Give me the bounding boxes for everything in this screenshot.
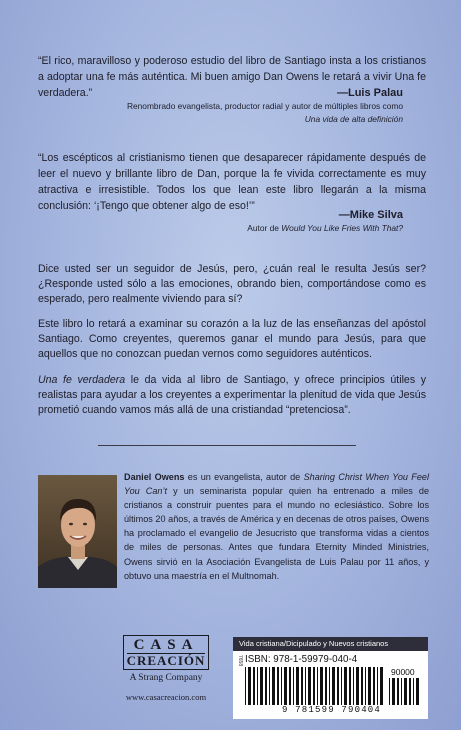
author-book-title: Una vida de alta definición	[304, 114, 403, 124]
barcode-bar	[349, 667, 351, 705]
barcode-bar	[284, 667, 287, 705]
price-code: 90000	[391, 667, 415, 677]
barcode-addon	[389, 678, 423, 705]
barcode-bar	[277, 667, 279, 705]
author-name: —Luis Palau	[336, 87, 403, 99]
category-label: Vida cristiana/Dicipulado y Nuevos cristianos	[233, 637, 428, 651]
side-code: 7658	[237, 655, 243, 667]
barcode-digits: 9 781599 790404	[281, 705, 381, 715]
barcode-bar	[413, 678, 414, 705]
barcode-bar	[281, 667, 282, 705]
barcode-bar	[308, 667, 311, 705]
author-role: Renombrado evangelista, productor radial y autor de múltiples libros como	[126, 101, 403, 111]
barcode-bar	[260, 667, 263, 705]
barcode-bar	[257, 667, 258, 705]
author-portrait-illustration	[38, 475, 117, 588]
barcode-bar	[253, 667, 255, 705]
paragraph-3: Una fe verdadera le da vida al libro de Santiago, y ofrece principios útiles y realistas para ayudar a los creyentes a experimentar la plenitud de vida que Jesús prometió cuando vamos más allá de una cristiandad “pretenciosa”.	[38, 374, 426, 416]
author-role: Autor de Would You Like Fries With That?	[247, 223, 403, 233]
author-photo	[38, 475, 117, 588]
author-bio: Daniel Owens es un evangelista, autor de Sharing Christ When You Feel You Can’t y un seminarista popular quien ha entrenado a miles de cristianos a construir puentes para el mundo no eclesiástico. Sobre los últimos 20 años, a través de América y en decenas de otros países, Owens ha proclamado el evangelio de Jesucristo que transforma vidas a cientos de miles de personas. Antes que fundara Eternity Minded Ministries, Owens sirvió en la Asociación Evangelista de Luis Palau por 11 años, y obtuvo una maestría en el Multnomah.	[124, 472, 429, 581]
barcode-bar	[380, 667, 383, 705]
barcode-bar	[317, 667, 318, 705]
author-name: —Mike Silva	[338, 209, 403, 221]
attribution-luis-palau	[127, 86, 403, 126]
divider	[98, 445, 356, 446]
barcode-bar	[305, 667, 306, 705]
barcode-bar	[265, 667, 267, 705]
quote-mike-silva: “Los escépticos al cristianismo tienen que desaparecer rápidamente después de leer el nuevo y brillante libro de Dan, porque la fe vivida correctamente es muy atractiva e irresistible. Todos los que lean este libro llegarán a la misma conclusión: ‘¡Tengo que obtener algo de eso!’”	[38, 152, 426, 212]
barcode-bar	[341, 667, 342, 705]
barcode-bar	[296, 667, 299, 705]
barcode-bar	[337, 667, 339, 705]
barcode-bar	[392, 678, 395, 705]
barcode-bar	[365, 667, 366, 705]
barcode-bar	[416, 678, 419, 705]
attribution-mike-silva	[247, 208, 403, 235]
barcode-bar	[329, 667, 330, 705]
barcode-bar	[245, 667, 246, 705]
barcode-bar	[301, 667, 303, 705]
barcode-bar	[409, 678, 411, 705]
book-title: Una fe verdadera	[38, 374, 126, 386]
barcode-bar	[368, 667, 371, 705]
bio-author-name: Daniel Owens	[124, 472, 185, 482]
barcode-bar	[344, 667, 347, 705]
author-book-title: Would You Like Fries With That?	[281, 223, 403, 233]
publisher-subtitle: A Strang Company	[129, 673, 203, 683]
paragraph-1: Dice usted ser un seguidor de Jesús, pero, ¿cuán real le resulta Jesús ser? ¿Responde usted sólo a las emociones, obrando bien, comportándose como es esperado, pero realmente viviendo para sí?	[38, 263, 426, 305]
barcode-bar	[353, 667, 354, 705]
barcode-bar	[404, 678, 407, 705]
bio-book-title: Sharing Christ When You Feel You Can’t	[124, 472, 429, 497]
barcode-bar	[356, 667, 359, 705]
barcode-bar	[320, 667, 323, 705]
barcode-bar	[313, 667, 315, 705]
publisher-url: www.casacreacion.com	[125, 692, 207, 702]
quote-luis-palau: “El rico, maravilloso y poderoso estudio del libro de Santiago insta a los cristianos a adoptar una fe más auténtica. Mi buen amigo Dan Owens le retará a vivir Una fe verdadera.”	[38, 55, 426, 99]
barcode-bar	[373, 667, 375, 705]
barcode-bar	[401, 678, 402, 705]
publisher-logo	[116, 635, 216, 703]
barcode-bar	[269, 667, 270, 705]
barcode-bar	[377, 667, 378, 705]
barcode-bar	[248, 667, 251, 705]
barcode-main	[245, 667, 383, 705]
barcode-bar	[289, 667, 291, 705]
barcode-bar	[293, 667, 294, 705]
logo-mark: CASA CREACIÓN	[123, 635, 210, 670]
paragraph-2: Este libro lo retará a examinar su corazón a la luz de las enseñanzas del apóstol Santiago. Como creyentes, queremos ganar el mundo para Jesús, para que aquellos que no conozcan puedan vernos como seguidores auténticos.	[38, 318, 426, 360]
barcode-bar	[389, 678, 390, 705]
barcode-bar	[332, 667, 335, 705]
barcode-box	[233, 637, 428, 719]
isbn-label: ISBN: 978-1-59979-040-4	[245, 654, 358, 665]
barcode-bar	[361, 667, 363, 705]
barcode-bar	[272, 667, 275, 705]
barcode-bar	[397, 678, 399, 705]
barcode-bar	[325, 667, 327, 705]
